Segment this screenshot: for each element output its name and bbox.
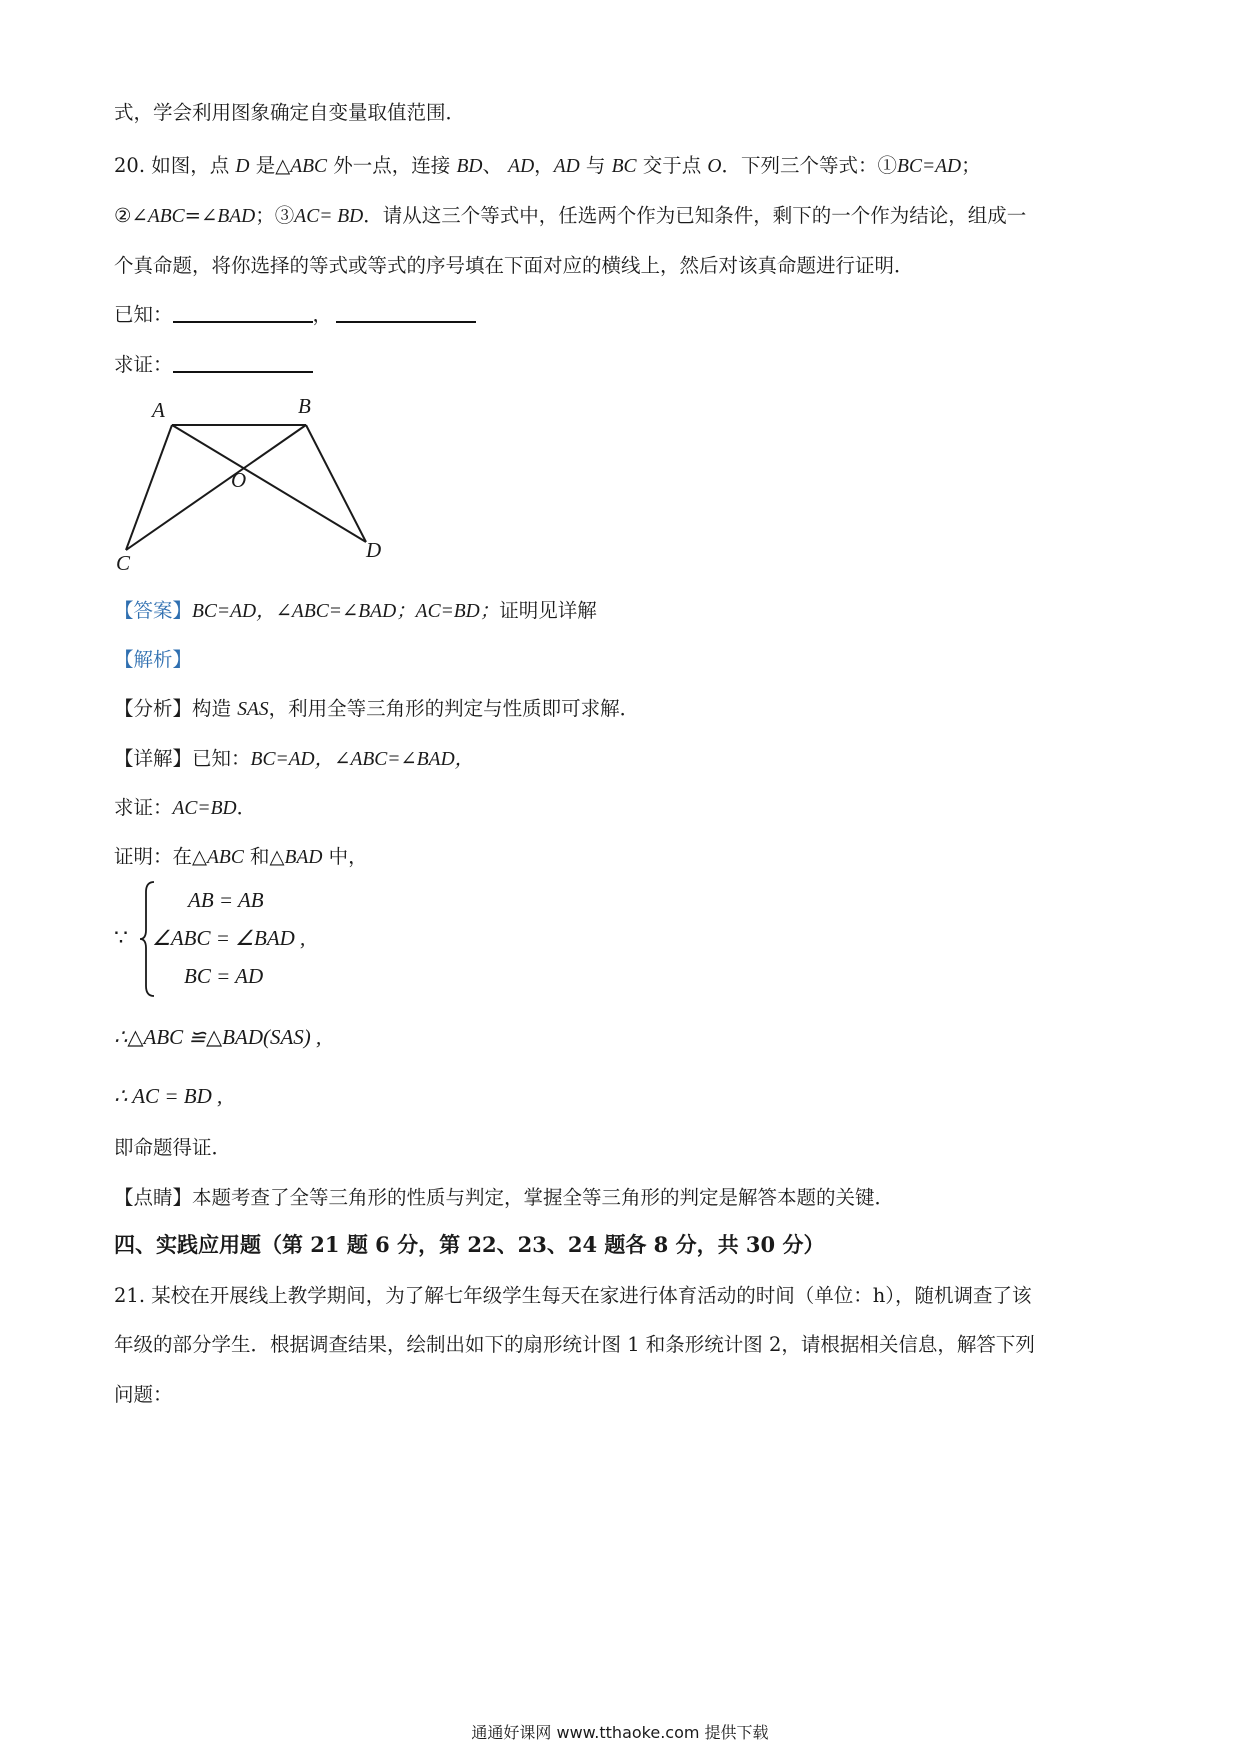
footer: 通通好课网 www.tthaoke.com 提供下载	[471, 1723, 769, 1742]
label-o: O	[231, 468, 247, 492]
therefore-ac-bd: ∴ AC = BD ,	[114, 1084, 223, 1108]
known-line: 已知： ，	[114, 302, 476, 328]
therefore-congruent: ∴△ABC ≌△BAD(SAS) ,	[114, 1025, 322, 1049]
detail-line: 【详解】已知：BC=AD，∠ABC=∠BAD，	[114, 747, 475, 770]
dianjing-line: 【点睛】本题考查了全等三角形的性质与判定，掌握全等三角形的判定是解答本题的关键．	[114, 1186, 895, 1209]
segment-ac	[126, 425, 172, 550]
known-blank-2[interactable]	[336, 303, 476, 323]
proof-intro-line: 证明：在△ABC 和△BAD 中，	[114, 845, 368, 868]
geometry-figure	[110, 395, 400, 575]
known-blank-1[interactable]	[173, 303, 313, 323]
line-1: 式，学会利用图象确定自变量取值范围．	[114, 101, 466, 124]
because-symbol: ∵	[114, 926, 128, 951]
question-21-line-2: 年级的部分学生．根据调查结果，绘制出如下的扇形统计图 1 和条形统计图 2，请根据相关信息，解答下列	[114, 1333, 1035, 1356]
prove-line: 求证：	[114, 352, 313, 378]
label-b: B	[298, 395, 311, 418]
answer-line: 【答案】BC=AD，∠ABC=∠BAD；AC=BD；证明见详解	[114, 599, 597, 622]
question-20-line-2: ②∠ABC=∠BAD；③AC= BD．请从这三个等式中，任选两个作为已知条件，剩下的一个作为结论，组成一	[114, 204, 1027, 227]
label-d: D	[366, 538, 382, 562]
done-line: 即命题得证．	[114, 1136, 232, 1159]
prove-blank[interactable]	[173, 353, 313, 373]
question-20-line-3: 个真命题，将你选择的等式或等式的序号填在下面对应的横线上，然后对该真命题进行证明．	[114, 254, 914, 277]
fenxi-line: 【分析】构造 SAS，利用全等三角形的判定与性质即可求解．	[114, 697, 640, 720]
question-21-line-1: 21. 某校在开展线上教学期间，为了解七年级学生每天在家进行体育活动的时间（单位：h），随机调查了该	[114, 1284, 1032, 1307]
label-c: C	[116, 551, 131, 575]
question-21-line-3: 问题：	[114, 1383, 173, 1406]
segment-bc	[126, 425, 306, 550]
equation-3: BC = AD	[184, 964, 264, 988]
label-a: A	[152, 398, 165, 422]
qiuzheng-line: 求证：AC=BD．	[114, 796, 257, 819]
equation-2: ∠ABC = ∠BAD ,	[152, 926, 306, 950]
equation-1: AB = AB	[188, 888, 264, 912]
question-20-line-1: 20. 如图，点 D 是△ABC 外一点，连接 BD、 AD，AD 与 BC 交于点 O．下列三个等式：①BC=AD；	[114, 154, 981, 177]
section-heading: 四、实践应用题（第 21 题 6 分，第 22、23、24 题各 8 分，共 30 分）	[114, 1232, 825, 1257]
analysis-tag: 【解析】	[114, 648, 193, 671]
